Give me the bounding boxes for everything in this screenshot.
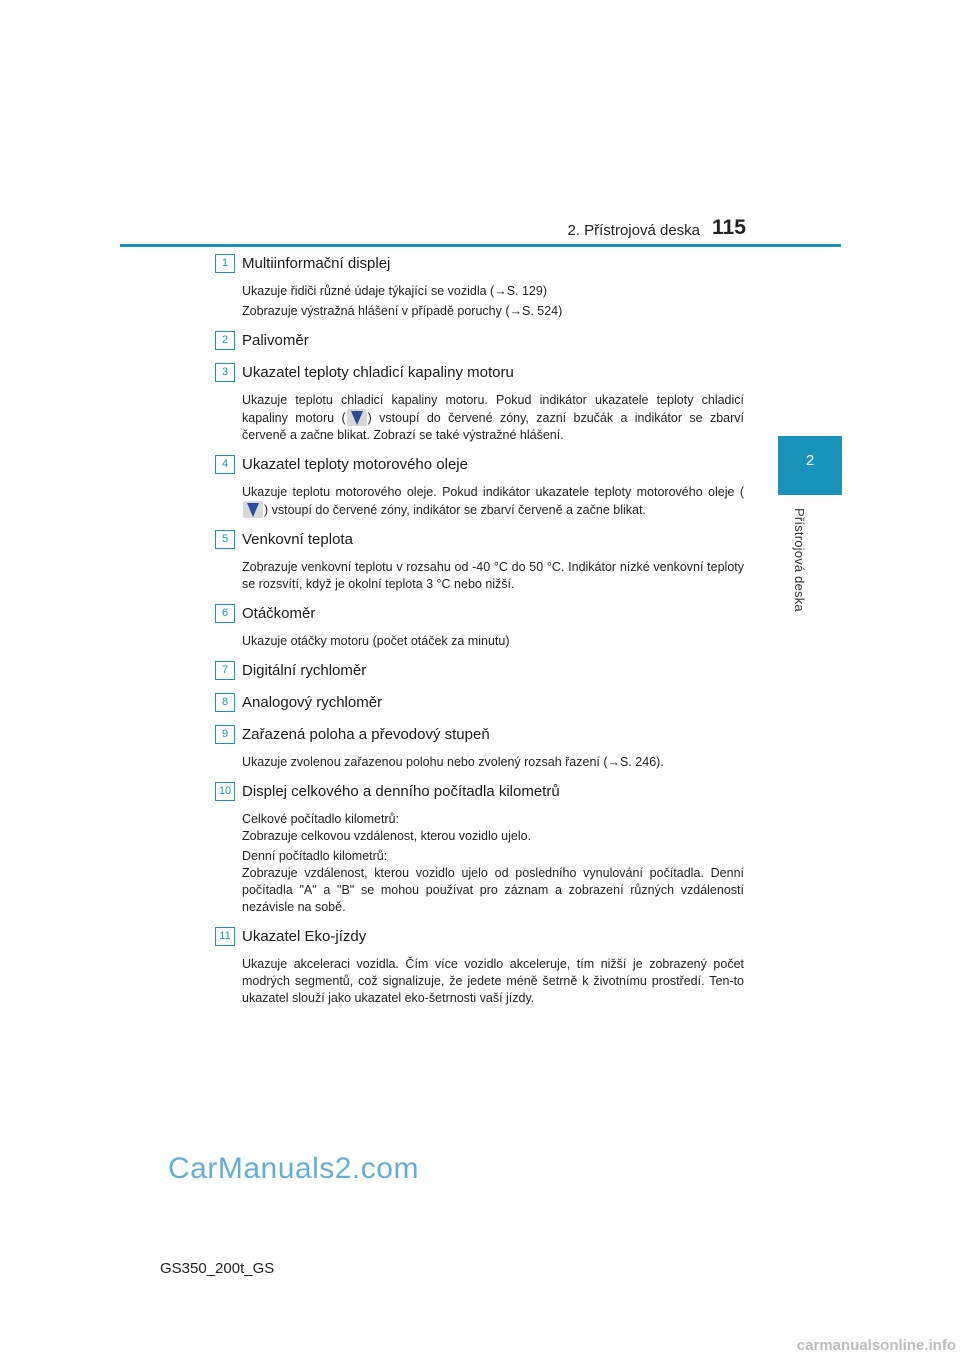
chapter-tab-number: 2 [805, 452, 815, 469]
item-description [242, 484, 744, 519]
section-title: 2. Přístrojová deska [567, 222, 700, 239]
list-item [214, 692, 744, 714]
item-title: Displej celkového a denního počítadla kilometrů [242, 783, 560, 800]
item-title: Otáčkoměr [242, 605, 316, 622]
model-code: GS350_200t_GS [160, 1260, 275, 1277]
item-number-badge: 2 [215, 331, 235, 350]
item-title: Ukazatel Eko-jízdy [242, 928, 367, 945]
item-number-badge: 8 [215, 693, 235, 712]
item-number-badge: 6 [215, 604, 235, 623]
item-description: Ukazuje zvolenou zařazenou polohu nebo zvolený rozsah řazení (→S. 246). [242, 755, 664, 769]
list-item [214, 781, 744, 916]
item-title: Ukazatel teploty motorového oleje [242, 456, 468, 473]
item-title: Multiinformační displej [242, 255, 391, 272]
item-description: Ukazuje akceleraci vozidla. Čím více vozidlo akceleruje, tím nižší je zobrazený počet modrých segmentů, což signalizuje, že jedete méně šetrně k životnímu prostředí. Ten-to ukazatel slouží jako ukazatel eko-šetrnosti vaší jízdy. [242, 957, 744, 1005]
list-item [214, 330, 744, 352]
item-description [242, 392, 744, 444]
item-number-badge: 3 [215, 363, 235, 382]
list-item [214, 926, 744, 1007]
page-number: 115 [712, 216, 746, 239]
description-text: ) vstoupí do červené zóny, zazní bzučák a indikátor se zbarví červeně a začne blikat. Zobrazí se také výstražné hlášení. [242, 411, 744, 442]
item-description: Zobrazuje výstražná hlášení v případě poruchy (→S. 524) [242, 304, 563, 318]
list-item [214, 724, 744, 771]
description-text: ) vstoupí do červené zóny, indikátor se zbarví červeně a začne blikat. [264, 503, 646, 517]
item-number-badge: 10 [215, 782, 235, 801]
item-description: Zobrazuje celkovou vzdálenost, kterou vozidlo ujelo. [242, 829, 532, 843]
item-description: Zobrazuje vzdálenost, kterou vozidlo ujelo od posledního vynulování počítadla. Denní počítadla "A" a "B" se mohou používat pro záznam a zobrazení různých vzdáleností nezávisle na sobě. [242, 866, 744, 914]
chapter-tab[interactable] [778, 436, 842, 495]
item-title: Ukazatel teploty chladicí kapaliny motoru [242, 364, 514, 381]
item-description: Zobrazuje venkovní teplotu v rozsahu od -40 °C do 50 °C. Indikátor nízké venkovní teploty se rozsvítí, když je okolní teplota 3 °C nebo nižší. [242, 560, 744, 591]
item-description: Ukazuje otáčky motoru (počet otáček za minutu) [242, 634, 510, 648]
item-title: Analogový rychloměr [242, 694, 383, 711]
list-item [214, 454, 744, 519]
item-number-badge: 4 [215, 455, 235, 474]
item-number-badge: 11 [215, 927, 235, 946]
list-item [214, 253, 744, 320]
header-rule [120, 244, 841, 247]
list-item [214, 603, 744, 650]
item-title: Venkovní teplota [242, 531, 353, 548]
chapter-tab-label: Přístrojová deska [792, 508, 807, 612]
list-item [214, 660, 744, 682]
item-number-badge: 5 [215, 530, 235, 549]
item-description: Celkové počítadlo kilometrů: [242, 812, 400, 826]
item-number-badge: 7 [215, 661, 235, 680]
item-list [214, 253, 744, 1017]
item-number-badge: 9 [215, 725, 235, 744]
watermark-logo: CarManuals2.com [168, 1152, 419, 1185]
list-item [214, 529, 744, 593]
item-title: Digitální rychloměr [242, 662, 367, 679]
item-title: Palivoměr [242, 332, 309, 349]
list-item [214, 362, 744, 444]
item-description: Ukazuje řidiči různé údaje týkající se vozidla (→S. 129) [242, 284, 547, 298]
item-number-badge: 1 [215, 254, 235, 273]
gauge-needle-icon [347, 409, 367, 426]
description-text: Ukazuje teplotu chladicí kapaliny motoru. Pokud indikátor ukazatele teploty chladicí kapaliny motoru ( [242, 393, 744, 425]
item-title: Zařazená poloha a převodový stupeň [242, 726, 490, 743]
item-description: Denní počítadlo kilometrů: [242, 849, 388, 863]
gauge-needle-icon [243, 501, 263, 518]
bottom-watermark: carmanualsonline.info [796, 1337, 956, 1354]
description-text: Ukazuje teplotu motorového oleje. Pokud indikátor ukazatele teploty motorového oleje ( [242, 485, 744, 499]
